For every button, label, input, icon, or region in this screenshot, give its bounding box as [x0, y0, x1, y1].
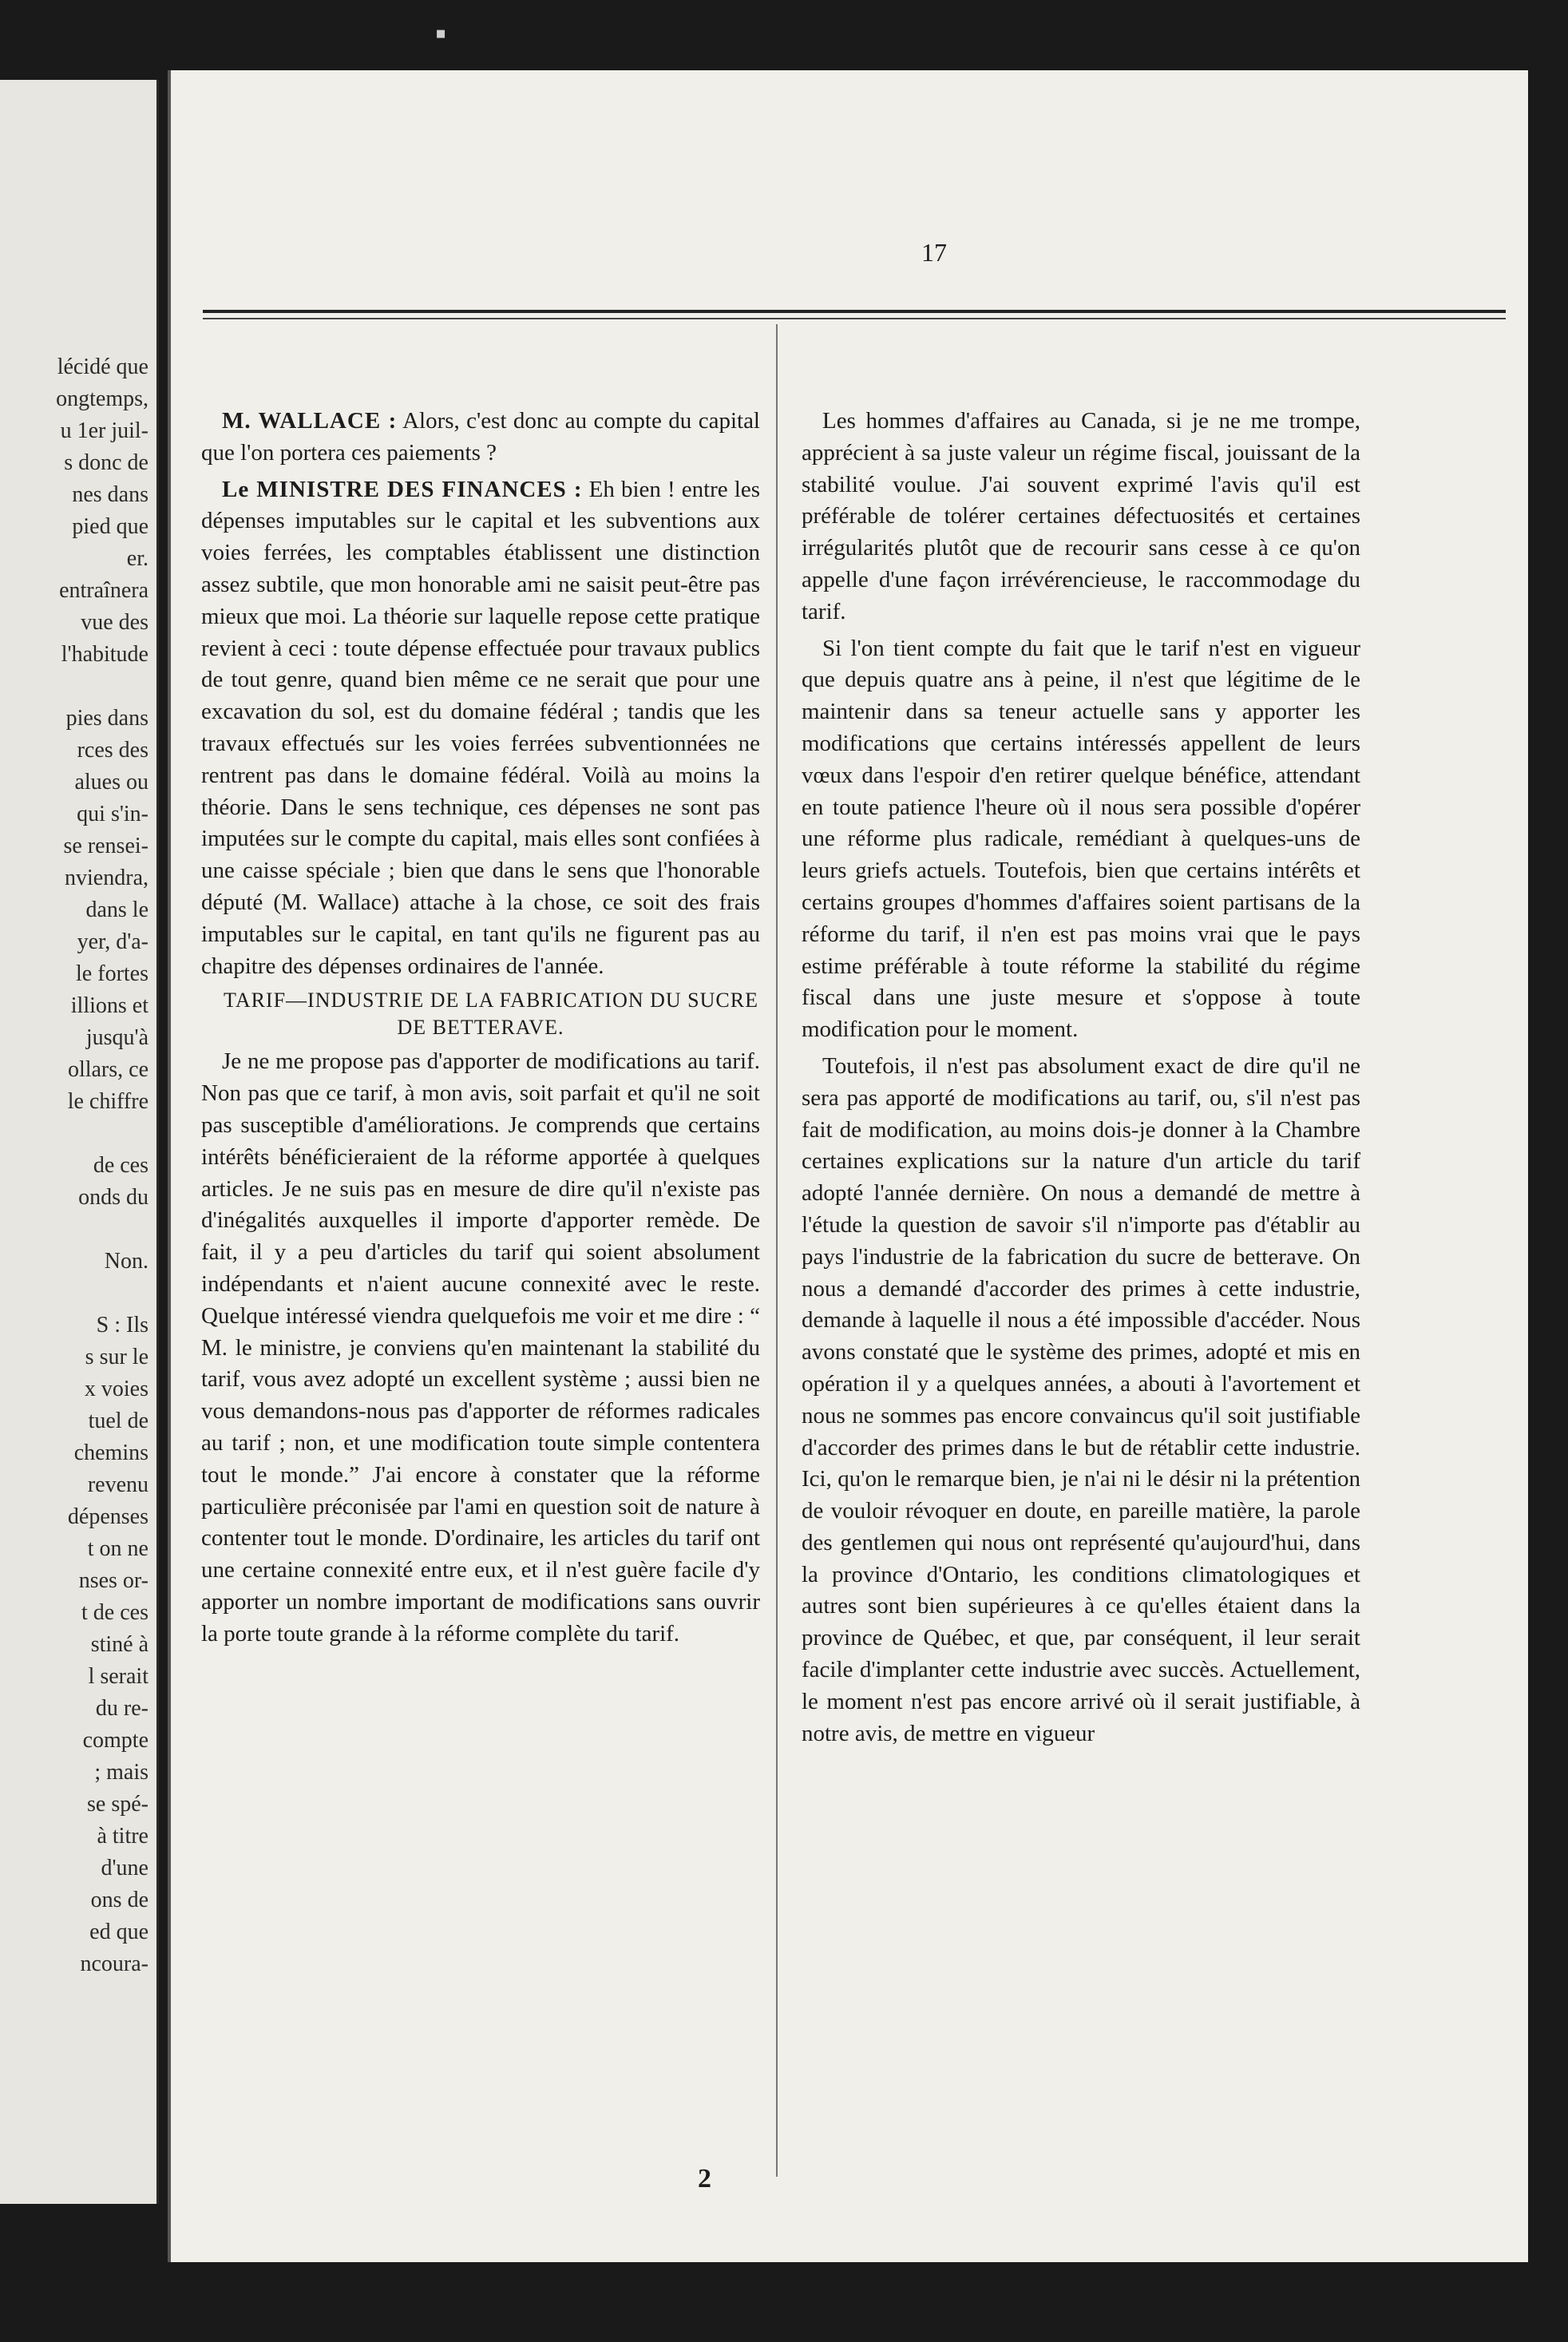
- background-text-line: ongtemps,: [56, 386, 148, 411]
- background-text-line: rces des: [77, 738, 148, 763]
- left-column: [201, 406, 760, 1654]
- background-text-line: t de ces: [81, 1600, 148, 1625]
- background-text-line: ncoura-: [80, 1952, 148, 1976]
- background-text-line: nviendra,: [65, 866, 148, 890]
- paragraph-text: Eh bien ! entre les dépenses imputables sur le capital et les subventions aux voies ferrées, les comptables établissent une distinction assez subtile, que mon honorable ami ne saisit peut-être pas mieux que moi. La théorie sur laquelle repose cette pratique revient à ceci : toute dépense effectuée pour travaux publics de tout genre, quand bien même ce ne serait que pour une excavation du sol, est du domaine fédéral ; tandis que les travaux effectués sur les voies ferrées subventionnées ne rentrent pas dans le domaine fédéral. Voilà au moins la théorie. Dans le sens technique, ces dépenses ne sont pas imputées sur le compte du capital, mais elles sont confiées à une caisse spéciale ; bien que dans le sens que l'honorable député (M. Wallace) attache à la chose, ce soit des frais imputables sur le capital, en tant qu'ils ne figurent pas au chapitre des dépenses ordinaires de l'année.: [201, 476, 760, 979]
- paragraph-stability: Si l'on tient compte du fait que le tarif n'est en vigueur que depuis quatre ans à peine, il n'est que légitime de le maintenir dans sa teneur actuelle sans y apporter les modifications que certains intéressés appellent de leurs vœux dans l'espoir d'en retirer quelque bénéfice, attendant en toute patience l'heure où il nous sera possible d'opérer une réforme plus radicale, remédiant à quelques-uns de leurs griefs actuels. Toutefois, bien que certains intérêts et certains groupes d'hommes d'affaires soient partisans de la réforme du tarif, il n'en est pas moins vrai que le pays estime préférable à toute réforme la stabilité du régime fiscal dans une juste mesure et s'oppose à toute modification pour le moment.: [802, 635, 1360, 1043]
- background-text-line: chemins: [73, 1440, 148, 1465]
- background-text-line: dans le: [85, 898, 148, 922]
- background-text-line: pies dans: [65, 706, 148, 731]
- background-text-line: entraînera: [59, 578, 148, 603]
- header-rule-thin: [203, 318, 1506, 319]
- background-text-line: S : Ils: [96, 1313, 148, 1337]
- background-text-line: l serait: [88, 1664, 148, 1689]
- background-text-line: revenu: [87, 1472, 148, 1497]
- background-text-line: lécidé que: [57, 355, 148, 379]
- background-text-line: er.: [126, 546, 148, 571]
- background-text-line: alues ou: [74, 770, 148, 795]
- header-rule-thick: [203, 310, 1506, 313]
- background-text-line: qui s'in-: [77, 802, 148, 826]
- background-text-line: Non.: [104, 1249, 148, 1274]
- background-text-line: onds du: [78, 1185, 148, 1210]
- page-number: 17: [921, 238, 947, 267]
- background-text-line: pied que: [72, 514, 148, 539]
- background-text-line: l'habitude: [61, 642, 148, 667]
- section-heading: TARIF—INDUSTRIE DE LA FABRICATION DU SUCRE DE BETTERAVE.: [224, 989, 758, 1040]
- paragraph-tariff: Je ne me propose pas d'apporter de modifications au tarif. Non pas que ce tarif, à mon avis, soit parfait et qu'il ne soit pas susceptible d'améliorations. Je comprends que certains intérêts bénéficieraient de la réforme apportée à quelques articles. Je ne suis pas en mesure de dire qu'il n'existe pas d'inégalités auxquelles il importe d'apporter remède. De fait, il y a peu d'articles du tarif qui soient absolument indépendants et n'aient aucune connexité avec le reste. Quelque intéressé viendra quelquefois me voir et me dire : “ M. le ministre, je conviens qu'en maintenant la stabilité du tarif, vous avez adopté un excellent système ; aussi bien ne vous demandons-nous pas d'apporter de réformes radicales au tarif ; non, et une modification toute simple contentera tout le monde.” J'ai encore à constater que la réforme particulière préconisée par l'ami en question soit de nature à contenter tout le monde. D'ordinaire, les articles du tarif ont une certaine connexité entre eux, et il n'est guère facile d'y apporter un nombre important de modifications sans ouvrir la porte toute grande à la réforme complète du tarif.: [201, 1048, 760, 1647]
- background-text-line: de ces: [93, 1153, 148, 1178]
- background-text-line: nses or-: [78, 1568, 148, 1593]
- background-text-line: ollars, ce: [67, 1057, 148, 1082]
- background-text-line: du re-: [95, 1696, 148, 1721]
- document-page: [168, 70, 1528, 2262]
- background-text-line: jusqu'à: [85, 1025, 148, 1050]
- background-text-line: tuel de: [88, 1409, 148, 1433]
- background-text-line: compte: [82, 1728, 148, 1753]
- background-text-line: yer, d'a-: [77, 929, 148, 954]
- column-divider: [776, 324, 778, 2177]
- background-text-line: x voies: [84, 1377, 148, 1401]
- background-text-line: u 1er juil-: [60, 418, 148, 443]
- background-text-line: t on ne: [87, 1536, 148, 1561]
- signature-mark: 2: [698, 2164, 711, 2193]
- background-text-line: le chiffre: [67, 1089, 148, 1114]
- film-scratch-mark: ▪: [435, 15, 447, 51]
- speaker-minister: Le MINISTRE DES FINANCES :: [222, 476, 583, 502]
- background-text-line: stiné à: [90, 1632, 148, 1657]
- background-text-line: se rensei-: [63, 834, 148, 858]
- paragraph-sugar-beet: Toutefois, il n'est pas absolument exact de dire qu'il ne sera pas apporté de modifications au tarif, ou, s'il n'est pas fait de modification, au moins dois-je donner à la Chambre certaines explications sur la nature d'un article du tarif adopté l'année dernière. On nous a demandé de mettre à l'étude la question de savoir s'il n'importe pas d'établir au pays l'industrie de la fabrication du sucre de betterave. On nous a demandé d'accorder des primes à cette industrie, demande à laquelle il nous a été impossible d'accéder. Nous avons constaté que le système des primes, adopté et mis en opération il y a quelques années, a abouti à l'avortement et nous ne sommes pas encore convaincus qu'il soit justifiable d'accorder des primes dans le but de rétablir cette industrie. Ici, qu'on le remarque bien, je n'ai ni le désir ni la prétention de vouloir révoquer en doute, en pareille matière, la parole des gentlemen qui nous ont représenté qu'aujourd'hui, dans la province d'Ontario, les conditions climatologiques et autres sont bien supérieures à ce qu'elles étaient dans la province de Québec, et que, par conséquent, il leur serait facile d'implanter cette industrie avec succès. Actuellement, le moment n'est pas encore arrivé où il serait justifiable, à notre avis, de mettre en vigueur: [802, 1052, 1360, 1746]
- background-text-line: s sur le: [85, 1345, 148, 1369]
- background-text-line: vue des: [81, 610, 148, 635]
- background-text-line: à titre: [97, 1824, 148, 1849]
- background-text-line: ; mais: [94, 1760, 148, 1785]
- background-text-line: illions et: [70, 993, 148, 1018]
- paragraph-businessmen: Les hommes d'affaires au Canada, si je ne me trompe, apprécient à sa juste valeur un régime fiscal, jouissant de la stabilité voulue. J'ai souvent exprimé l'avis qu'il est préférable de tolérer certaines défectuosités et certaines irrégularités plutôt que de recourir sans cesse à ce qu'on appelle d'une façon irrévérencieuse, le raccommodage du tarif.: [802, 408, 1360, 624]
- background-text-line: se spé-: [87, 1792, 148, 1817]
- background-text-line: d'une: [101, 1856, 148, 1880]
- right-column: [802, 406, 1360, 1754]
- background-text-line: ons de: [90, 1888, 148, 1912]
- background-page-fragment: [0, 80, 159, 2204]
- background-text-line: ed que: [89, 1920, 148, 1944]
- paragraph-text: Alors, c'est donc au compte du capital que l'on portera ces paiements ?: [201, 408, 760, 466]
- background-text-line: dépenses: [67, 1504, 148, 1529]
- background-text-line: s donc de: [64, 450, 148, 475]
- paragraph-wallace: [201, 406, 760, 470]
- speaker-wallace: M. WALLACE :: [222, 408, 398, 434]
- background-text-line: nes dans: [72, 482, 148, 507]
- background-text-line: le fortes: [76, 961, 148, 986]
- paragraph-minister: [201, 474, 760, 983]
